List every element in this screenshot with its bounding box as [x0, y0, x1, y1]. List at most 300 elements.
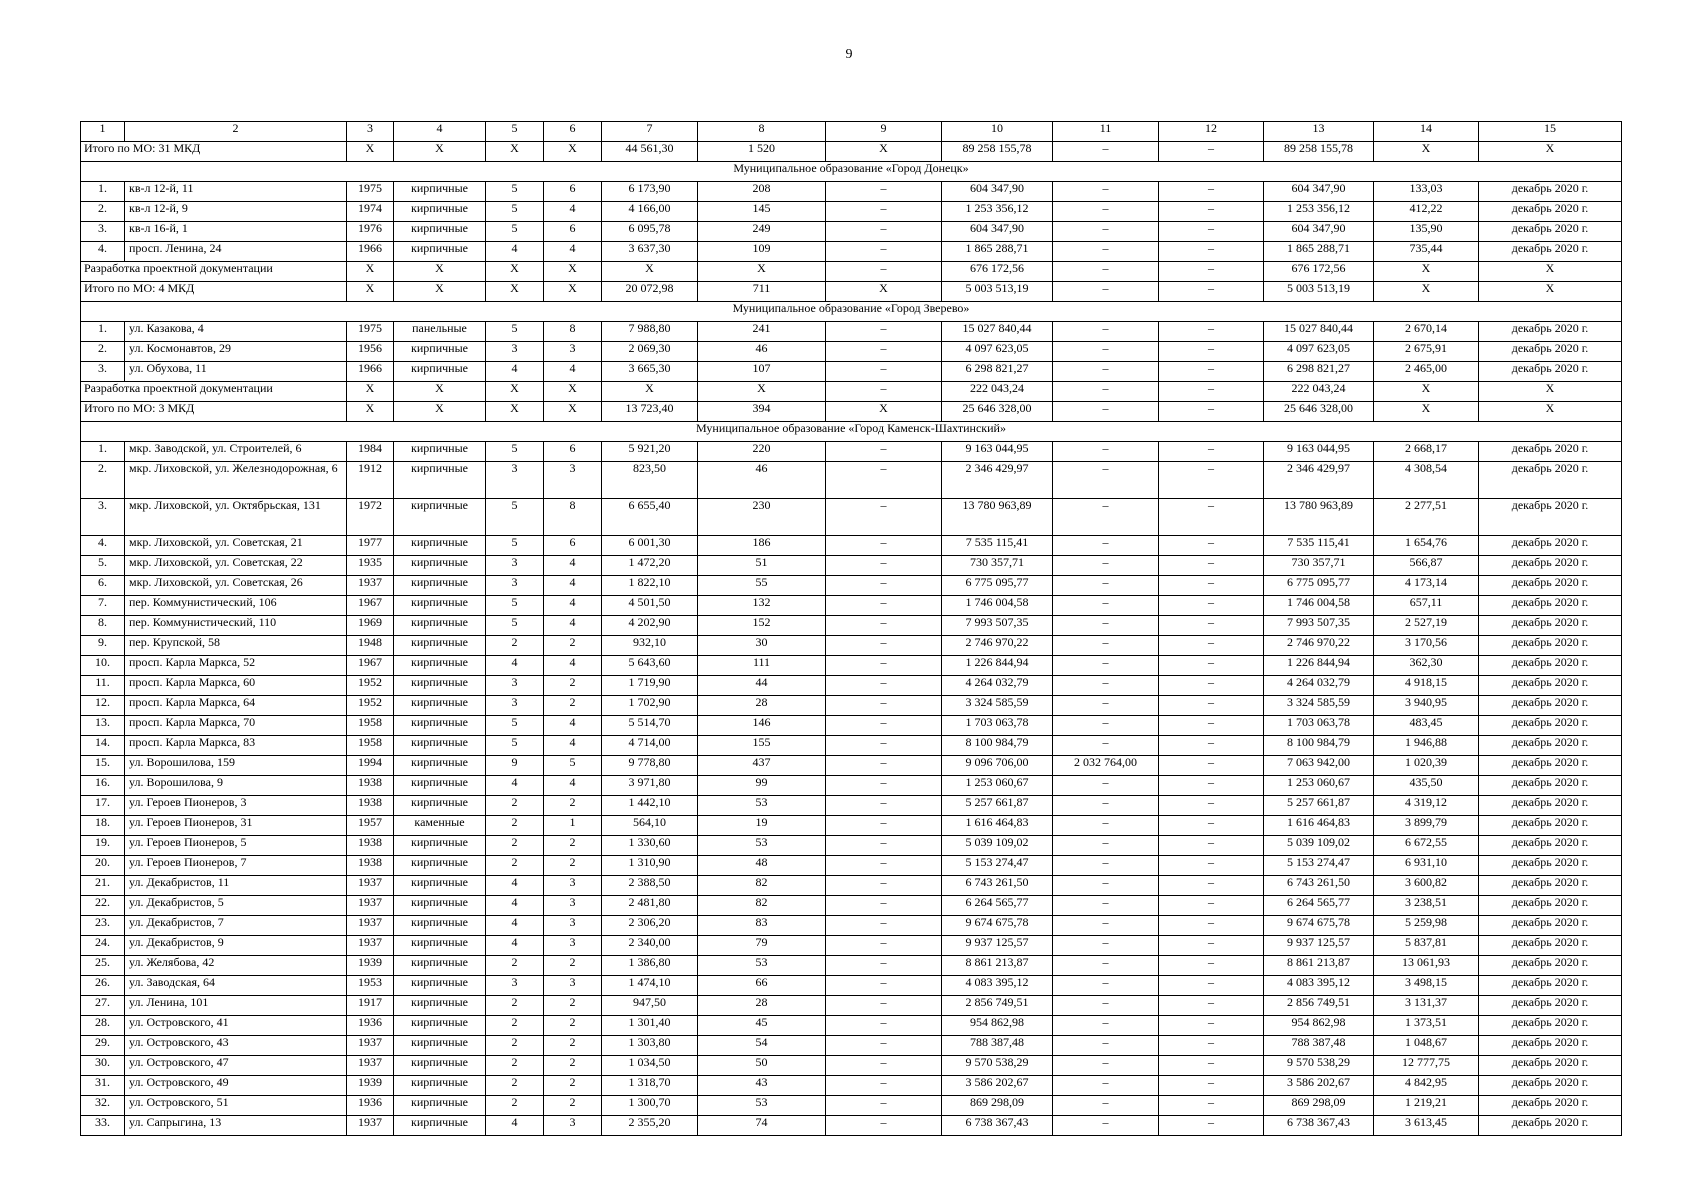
table-cell: 4 [486, 776, 544, 796]
table-cell: 9 570 538,29 [1264, 1056, 1374, 1076]
table-cell: 53 [698, 836, 826, 856]
table-cell: 1937 [347, 576, 394, 596]
table-cell: 7 535 115,41 [942, 536, 1053, 556]
table-cell: 4 [486, 876, 544, 896]
table-row [81, 776, 1622, 796]
table-cell: 2 [544, 696, 602, 716]
row-number-cell: 17. [81, 796, 125, 816]
table-cell: – [1159, 616, 1264, 636]
table-cell: 932,10 [602, 636, 698, 656]
table-cell: 55 [698, 576, 826, 596]
address-cell: ул. Декабристов, 9 [125, 936, 347, 956]
table-cell: кирпичные [394, 182, 486, 202]
row-number-cell: 29. [81, 1036, 125, 1056]
table-cell: – [1159, 856, 1264, 876]
row-number-cell: 31. [81, 1076, 125, 1096]
table-cell: 53 [698, 796, 826, 816]
table-cell: 2 465,00 [1374, 362, 1479, 382]
table-cell: 3 [486, 976, 544, 996]
table-cell: 54 [698, 1036, 826, 1056]
table-cell: 8 100 984,79 [942, 736, 1053, 756]
table-cell: кирпичные [394, 676, 486, 696]
table-cell: кирпичные [394, 1116, 486, 1136]
table-cell: 5 [486, 322, 544, 342]
row-number-cell: 1. [81, 442, 125, 462]
table-cell: 43 [698, 1076, 826, 1096]
table-row [81, 856, 1622, 876]
address-cell: ул. Ворошилова, 9 [125, 776, 347, 796]
section-header-row [81, 162, 1622, 182]
table-cell: 9 674 675,78 [1264, 916, 1374, 936]
table-cell: 3 [486, 696, 544, 716]
table-cell: 4 097 623,05 [942, 342, 1053, 362]
table-cell: 7 993 507,35 [1264, 616, 1374, 636]
address-cell: пер. Коммунистический, 110 [125, 616, 347, 636]
summary-cell: – [1053, 282, 1159, 302]
table-cell: 2 [544, 676, 602, 696]
table-cell: 9 937 125,57 [1264, 936, 1374, 956]
table-cell: – [1053, 876, 1159, 896]
table-cell: – [826, 242, 942, 262]
table-cell: – [1053, 1016, 1159, 1036]
row-number-cell: 21. [81, 876, 125, 896]
table-cell: – [1159, 996, 1264, 1016]
table-cell: 1 310,90 [602, 856, 698, 876]
row-number-cell: 10. [81, 656, 125, 676]
table-cell: кирпичные [394, 916, 486, 936]
table-cell: 1 719,90 [602, 676, 698, 696]
row-number-cell: 24. [81, 936, 125, 956]
table-cell: – [1159, 1076, 1264, 1096]
table-cell: 53 [698, 956, 826, 976]
table-cell: 2 [486, 1056, 544, 1076]
table-cell: 2 746 970,22 [942, 636, 1053, 656]
table-cell: 657,11 [1374, 596, 1479, 616]
table-cell: 6 738 367,43 [942, 1116, 1053, 1136]
summary-cell: X [698, 382, 826, 402]
table-cell: 1 253 356,12 [942, 202, 1053, 222]
table-cell: – [826, 776, 942, 796]
table-cell: – [1053, 696, 1159, 716]
table-cell: – [826, 556, 942, 576]
address-cell: ул. Островского, 51 [125, 1096, 347, 1116]
summary-cell: X [544, 382, 602, 402]
table-cell: 788 387,48 [1264, 1036, 1374, 1056]
table-cell: 1 865 288,71 [1264, 242, 1374, 262]
table-cell: 1938 [347, 796, 394, 816]
table-cell: 4 [544, 716, 602, 736]
table-cell: – [1159, 242, 1264, 262]
table-cell: 6 672,55 [1374, 836, 1479, 856]
table-cell: – [1159, 896, 1264, 916]
table-cell: 3 [486, 342, 544, 362]
table-cell: – [1159, 876, 1264, 896]
table-cell: кирпичные [394, 796, 486, 816]
table-cell: 1 253 060,67 [942, 776, 1053, 796]
table-cell: кирпичные [394, 1056, 486, 1076]
table-cell: – [1159, 322, 1264, 342]
table-cell: 6 [544, 182, 602, 202]
table-cell: декабрь 2020 г. [1479, 616, 1622, 636]
table-cell: декабрь 2020 г. [1479, 462, 1622, 499]
table-cell: 3 899,79 [1374, 816, 1479, 836]
table-cell: – [826, 342, 942, 362]
table-cell: 4 [544, 596, 602, 616]
table-cell: 1937 [347, 896, 394, 916]
table-cell: декабрь 2020 г. [1479, 936, 1622, 956]
table-cell: 74 [698, 1116, 826, 1136]
table-row [81, 362, 1622, 382]
table-cell: – [1053, 656, 1159, 676]
table-cell: – [826, 576, 942, 596]
table-cell: декабрь 2020 г. [1479, 1036, 1622, 1056]
address-cell: мкр. Лиховской, ул. Советская, 26 [125, 576, 347, 596]
table-cell: 241 [698, 322, 826, 342]
table-cell: 2 [544, 1076, 602, 1096]
table-cell: кирпичные [394, 342, 486, 362]
table-cell: 2 668,17 [1374, 442, 1479, 462]
address-cell: просп. Карла Маркса, 70 [125, 716, 347, 736]
summary-cell: X [486, 142, 544, 162]
address-cell: просп. Карла Маркса, 64 [125, 696, 347, 716]
table-cell: кирпичные [394, 616, 486, 636]
table-cell: 8 [544, 499, 602, 536]
table-cell: – [1053, 896, 1159, 916]
table-cell: 1 386,80 [602, 956, 698, 976]
column-number-cell: 6 [544, 122, 602, 142]
table-cell: 4 097 623,05 [1264, 342, 1374, 362]
table-cell: – [1053, 796, 1159, 816]
table-row [81, 202, 1622, 222]
address-cell: мкр. Лиховской, ул. Советская, 22 [125, 556, 347, 576]
table-cell: 9 096 706,00 [942, 756, 1053, 776]
table-row [81, 556, 1622, 576]
table-cell: 1975 [347, 182, 394, 202]
table-cell: – [1053, 462, 1159, 499]
table-cell: 6 264 565,77 [1264, 896, 1374, 916]
table-cell: 1972 [347, 499, 394, 536]
table-cell: 5 [486, 736, 544, 756]
table-cell: 1937 [347, 936, 394, 956]
table-cell: 2 481,80 [602, 896, 698, 916]
table-cell: 1 946,88 [1374, 736, 1479, 756]
summary-cell: – [1053, 262, 1159, 282]
address-cell: просп. Карла Маркса, 60 [125, 676, 347, 696]
table-cell: декабрь 2020 г. [1479, 342, 1622, 362]
table-cell: – [1053, 856, 1159, 876]
table-cell: 1935 [347, 556, 394, 576]
table-cell: 7 063 942,00 [1264, 756, 1374, 776]
address-cell: кв-л 12-й, 9 [125, 202, 347, 222]
summary-cell: 5 003 513,19 [942, 282, 1053, 302]
table-cell: кирпичные [394, 576, 486, 596]
summary-cell: – [1159, 402, 1264, 422]
table-cell: 1 300,70 [602, 1096, 698, 1116]
address-cell: ул. Заводская, 64 [125, 976, 347, 996]
table-cell: – [1159, 936, 1264, 956]
row-number-cell: 7. [81, 596, 125, 616]
row-number-cell: 15. [81, 756, 125, 776]
address-cell: просп. Карла Маркса, 52 [125, 656, 347, 676]
summary-cell: X [826, 402, 942, 422]
table-cell: кирпичные [394, 202, 486, 222]
summary-cell: X [394, 262, 486, 282]
table-cell: – [826, 499, 942, 536]
table-cell: – [826, 222, 942, 242]
table-cell: 4 [544, 616, 602, 636]
address-cell: ул. Космонавтов, 29 [125, 342, 347, 362]
table-cell: 1 746 004,58 [1264, 596, 1374, 616]
table-cell: 1958 [347, 736, 394, 756]
column-number-cell: 5 [486, 122, 544, 142]
table-cell: 3 [544, 1116, 602, 1136]
table-cell: 2 [486, 836, 544, 856]
table-cell: 99 [698, 776, 826, 796]
table-cell: – [1159, 956, 1264, 976]
table-cell: – [1159, 576, 1264, 596]
table-cell: каменные [394, 816, 486, 836]
row-number-cell: 27. [81, 996, 125, 1016]
summary-cell: 394 [698, 402, 826, 422]
table-row [81, 976, 1622, 996]
table-cell: 412,22 [1374, 202, 1479, 222]
table-cell: – [826, 836, 942, 856]
table-cell: 46 [698, 462, 826, 499]
column-number-cell: 14 [1374, 122, 1479, 142]
table-cell: 1 474,10 [602, 976, 698, 996]
table-cell: 50 [698, 1056, 826, 1076]
table-cell: 2 306,20 [602, 916, 698, 936]
table-cell: – [826, 182, 942, 202]
table-cell: 5 [486, 222, 544, 242]
table-cell: 5 [544, 756, 602, 776]
table-cell: 4 842,95 [1374, 1076, 1479, 1096]
table-cell: – [1159, 1016, 1264, 1036]
table-cell: – [1053, 596, 1159, 616]
table-cell: декабрь 2020 г. [1479, 716, 1622, 736]
column-number-cell: 4 [394, 122, 486, 142]
table-row [81, 1016, 1622, 1036]
table-cell: – [826, 656, 942, 676]
summary-cell: X [486, 402, 544, 422]
row-number-cell: 12. [81, 696, 125, 716]
table-cell: 788 387,48 [942, 1036, 1053, 1056]
table-cell: – [826, 796, 942, 816]
row-number-cell: 23. [81, 916, 125, 936]
table-cell: – [1053, 499, 1159, 536]
table-cell: 15 027 840,44 [942, 322, 1053, 342]
table-cell: – [826, 462, 942, 499]
table-cell: 6 [544, 536, 602, 556]
row-number-cell: 2. [81, 462, 125, 499]
summary-cell: – [1159, 262, 1264, 282]
table-cell: 107 [698, 362, 826, 382]
table-cell: 111 [698, 656, 826, 676]
table-cell: 1936 [347, 1016, 394, 1036]
table-cell: 9 937 125,57 [942, 936, 1053, 956]
table-row [81, 636, 1622, 656]
summary-cell: X [1479, 262, 1622, 282]
table-cell: – [1159, 182, 1264, 202]
table-cell: – [1159, 636, 1264, 656]
table-cell: 2 [544, 1056, 602, 1076]
table-cell: – [826, 916, 942, 936]
table-cell: – [1159, 556, 1264, 576]
table-cell: 8 [544, 322, 602, 342]
table-cell: 2 [544, 956, 602, 976]
table-cell: 2 [486, 816, 544, 836]
table-row [81, 462, 1622, 499]
table-cell: 3 [486, 576, 544, 596]
table-cell: 2 [486, 636, 544, 656]
column-number-cell: 12 [1159, 122, 1264, 142]
table-cell: – [1159, 796, 1264, 816]
table-cell: 5 [486, 499, 544, 536]
address-cell: ул. Островского, 43 [125, 1036, 347, 1056]
table-row [81, 342, 1622, 362]
table-cell: – [1053, 1076, 1159, 1096]
table-cell: 3 [544, 936, 602, 956]
address-cell: ул. Ворошилова, 159 [125, 756, 347, 776]
table-cell: 109 [698, 242, 826, 262]
table-cell: декабрь 2020 г. [1479, 916, 1622, 936]
summary-cell: X [1374, 262, 1479, 282]
row-number-cell: 32. [81, 1096, 125, 1116]
column-number-cell: 15 [1479, 122, 1622, 142]
row-number-cell: 26. [81, 976, 125, 996]
table-cell: 483,45 [1374, 716, 1479, 736]
table-cell: 4 918,15 [1374, 676, 1479, 696]
table-cell: кирпичные [394, 736, 486, 756]
summary-cell: X [544, 262, 602, 282]
table-cell: – [1159, 499, 1264, 536]
row-number-cell: 8. [81, 616, 125, 636]
table-cell: – [826, 876, 942, 896]
table-cell: – [826, 616, 942, 636]
table-cell: 145 [698, 202, 826, 222]
address-cell: ул. Героев Пионеров, 5 [125, 836, 347, 856]
table-cell: кирпичные [394, 696, 486, 716]
table-cell: 8 100 984,79 [1264, 736, 1374, 756]
table-cell: кирпичные [394, 936, 486, 956]
table-cell: – [1159, 362, 1264, 382]
table-cell: 2 [544, 1096, 602, 1116]
table-cell: 6 173,90 [602, 182, 698, 202]
table-cell: – [1159, 342, 1264, 362]
table-cell: 6 655,40 [602, 499, 698, 536]
table-cell: 1 746 004,58 [942, 596, 1053, 616]
address-cell: просп. Карла Маркса, 83 [125, 736, 347, 756]
table-cell: – [1053, 556, 1159, 576]
summary-cell: X [1479, 282, 1622, 302]
summary-label: Итого по МО: 31 МКД [81, 142, 347, 162]
table-cell: 1936 [347, 1096, 394, 1116]
table-cell: 5 039 109,02 [942, 836, 1053, 856]
table-cell: – [1053, 576, 1159, 596]
table-cell: – [826, 1096, 942, 1116]
table-cell: 4 319,12 [1374, 796, 1479, 816]
column-number-cell: 7 [602, 122, 698, 142]
table-cell: – [826, 696, 942, 716]
table-cell: 1977 [347, 536, 394, 556]
table-cell: – [1159, 656, 1264, 676]
table-cell: – [826, 956, 942, 976]
row-number-cell: 9. [81, 636, 125, 656]
table-cell: 1 253 060,67 [1264, 776, 1374, 796]
table-cell: 2 [544, 1016, 602, 1036]
table-cell: 4 166,00 [602, 202, 698, 222]
table-cell: 4 501,50 [602, 596, 698, 616]
table-cell: 2 [544, 1036, 602, 1056]
table-cell: 249 [698, 222, 826, 242]
column-number-cell: 13 [1264, 122, 1374, 142]
table-cell: 4 264 032,79 [942, 676, 1053, 696]
summary-cell: 676 172,56 [1264, 262, 1374, 282]
table-cell: кирпичные [394, 656, 486, 676]
address-cell: ул. Героев Пионеров, 7 [125, 856, 347, 876]
row-number-cell: 19. [81, 836, 125, 856]
row-number-cell: 13. [81, 716, 125, 736]
table-cell: – [1053, 676, 1159, 696]
table-cell: 604 347,90 [1264, 222, 1374, 242]
address-cell: пер. Коммунистический, 106 [125, 596, 347, 616]
table-row [81, 1116, 1622, 1136]
table-cell: 5 [486, 536, 544, 556]
table-cell: 13 780 963,89 [942, 499, 1053, 536]
table-cell: – [826, 676, 942, 696]
table-cell: – [1159, 716, 1264, 736]
table-cell: 1 442,10 [602, 796, 698, 816]
row-number-cell: 5. [81, 556, 125, 576]
summary-cell: 89 258 155,78 [1264, 142, 1374, 162]
table-cell: – [1159, 202, 1264, 222]
table-cell: 53 [698, 1096, 826, 1116]
table-cell: – [1159, 816, 1264, 836]
summary-cell: X [486, 282, 544, 302]
table-cell: кирпичные [394, 596, 486, 616]
table-cell: 9 570 538,29 [942, 1056, 1053, 1076]
row-number-cell: 28. [81, 1016, 125, 1036]
table-cell: декабрь 2020 г. [1479, 1076, 1622, 1096]
table-cell: 15 027 840,44 [1264, 322, 1374, 342]
table-cell: 5 837,81 [1374, 936, 1479, 956]
table-cell: 3 238,51 [1374, 896, 1479, 916]
table-cell: 1 702,90 [602, 696, 698, 716]
summary-cell: – [1159, 142, 1264, 162]
table-cell: 155 [698, 736, 826, 756]
table-cell: 3 665,30 [602, 362, 698, 382]
row-number-cell: 3. [81, 222, 125, 242]
address-cell: мкр. Заводской, ул. Строителей, 6 [125, 442, 347, 462]
table-cell: 82 [698, 876, 826, 896]
table-cell: 3 170,56 [1374, 636, 1479, 656]
summary-label: Итого по МО: 3 МКД [81, 402, 347, 422]
table-cell: 2 [486, 796, 544, 816]
table-cell: 28 [698, 696, 826, 716]
table-cell: – [1159, 836, 1264, 856]
section-header-row [81, 422, 1622, 442]
summary-cell: X [602, 382, 698, 402]
summary-row [81, 402, 1622, 422]
table-cell: кирпичные [394, 896, 486, 916]
table-cell: 5 514,70 [602, 716, 698, 736]
summary-cell: 676 172,56 [942, 262, 1053, 282]
table-row [81, 956, 1622, 976]
table-cell: 1958 [347, 716, 394, 736]
summary-cell: 711 [698, 282, 826, 302]
summary-cell: – [826, 262, 942, 282]
table-cell: 51 [698, 556, 826, 576]
